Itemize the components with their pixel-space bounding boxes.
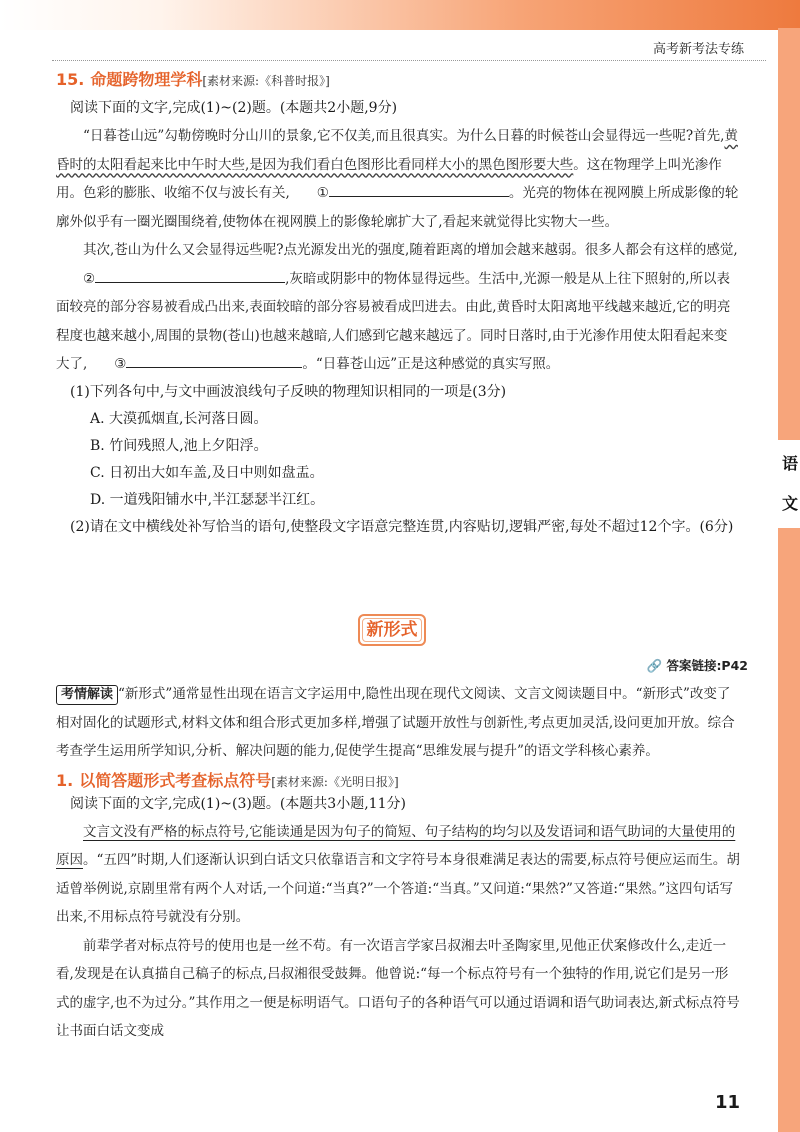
side-label-yu: 语 bbox=[782, 454, 799, 473]
side-tab-top bbox=[778, 28, 800, 440]
option-b[interactable]: B. 竹间残照人,池上夕阳浮。 bbox=[90, 437, 268, 454]
q1-paragraph-2: 前辈学者对标点符号的使用也是一丝不苟。有一次语言学家吕叔湘去叶圣陶家里,见他正伏案修改什么,走近一看,发现是在认真描自己稿子的标点,吕叔湘很受鼓舞。他曾说:“每一个标点符号有一个独特的作用,说它们是另一形式的虚字,也不为过分。”其作用之一便是标明语气。口语句子的各种语气可以通过语调和语气助词表达,新式标点符号让书面白话文变成 bbox=[56, 937, 740, 1039]
blank-1[interactable] bbox=[329, 179, 509, 197]
q15-heading bbox=[56, 66, 740, 95]
q15-source: [素材来源:《科普时报》] bbox=[202, 74, 330, 88]
q15-title: 15. 命题跨物理学科 bbox=[56, 70, 203, 89]
q15-sub-question-1: (1)下列各句中,与文中画波浪线句子反映的物理知识相同的一项是(3分) bbox=[70, 383, 507, 400]
option-a[interactable]: A. 大漠孤烟直,长河落日圆。 bbox=[90, 410, 268, 427]
blank-2-marker: ② bbox=[83, 270, 96, 287]
q1-instruction: 阅读下面的文字,完成(1)~(3)题。(本题共3小题,11分) bbox=[70, 795, 406, 812]
header-series-title: 高考新考法专练 bbox=[652, 42, 744, 57]
side-tab-bottom bbox=[778, 528, 800, 1132]
kaoqing-paragraph: 考情解读 “新形式”通常显性出现在语言文字运用中,隐性出现在现代文阅读、文言文阅读题目中。“新形式”改变了相对固化的试题形式,材料文体和组合形式更加多样,增强了试题开放性与创新性,考点更加灵活,设问更加开放。综合考查学生运用所学知识,分析、解决问题的能力,促使学生提高“思维发展与提升”的语文学科核心素养。 bbox=[56, 686, 735, 759]
header-divider bbox=[52, 60, 766, 61]
lower-section bbox=[56, 680, 740, 1046]
option-c[interactable]: C. 日初出大如车盖,及日中则如盘盂。 bbox=[90, 464, 324, 481]
blank-1-marker: ① bbox=[316, 185, 329, 201]
new-form-section-badge: 新形式 bbox=[358, 614, 426, 646]
q15-sub-question-2: (2)请在文中横线处补写恰当的语句,使整段文字语意完整连贯,内容贴切,逻辑严密,每处不超过12个字。(6分) bbox=[70, 518, 734, 535]
underlined-sentence: 文言文没有严格的标点符号,它能读通是因为句子的简短、句子结构的均匀以及发语词和语气助词的大量使用的原因 bbox=[56, 823, 736, 868]
q1-heading bbox=[56, 768, 740, 791]
page-number: 11 bbox=[714, 1092, 740, 1113]
question-15 bbox=[56, 66, 740, 541]
wavy-underlined-sentence: 黄昏时的太阳看起来比中午时大些,是因为我们看白色图形比看同样大小的黑色图形要大些 bbox=[56, 128, 738, 173]
q15-paragraph-2: 其次,苍山为什么又会显得远些呢?点光源发出光的强度,随着距离的增加会越来越弱。很多人都会有这样的感觉,② ,灰暗或阴影中的物体显得远些。生活中,光源一般是从上往下照射的,所以表面较亮的部分容易被看成凸出来,表面较暗的部分容易被看成凹进去。由此,黄昏时太阳离地平线越来越近,它的明亮程度也越来越小,周围的景物(苍山)也越来越暗,人们感到它越来越远了。同时日落时,由于光渗作用使太阳看起来变大了, ③ 。“日暮苍山远”正是这种感觉的真实写照。 bbox=[56, 236, 740, 379]
option-d[interactable]: D. 一道残阳铺水中,半江瑟瑟半江红。 bbox=[90, 491, 325, 508]
side-label-wen: 文 bbox=[782, 494, 799, 513]
answer-link[interactable]: 🔗 答案链接:P42 bbox=[646, 658, 748, 673]
q1-title: 1. 以简答题形式考查标点符号 bbox=[56, 770, 272, 790]
blank-2[interactable] bbox=[95, 265, 285, 283]
blank-3[interactable] bbox=[126, 350, 302, 368]
q15-instruction: 阅读下面的文字,完成(1)~(2)题。(本题共2小题,9分) bbox=[70, 100, 398, 116]
q15-paragraph-1: “日暮苍山远”勾勒傍晚时分山川的景象,它不仅美,而且很真实。为什么日暮的时候苍山会显得远一些呢?首先,黄昏时的太阳看起来比中午时大些,是因为我们看白色图形比看同样大小的黑色图形要大些。这在物理学上叫光渗作用。色彩的膨胀、收缩不仅与波长有关, ① 。光亮的物体在视网膜上所成影像的轮廓外似乎有一圈光圈围绕着,使物体在视网膜上的影像轮廓扩大了,看起来就觉得比实物大一些。 bbox=[56, 128, 739, 230]
blank-3-marker: ③ bbox=[114, 356, 127, 372]
q1-paragraph-1: 文言文没有严格的标点符号,它能读通是因为句子的简短、句子结构的均匀以及发语词和语气助词的大量使用的原因。“五四”时期,人们逐渐认识到白话文只依靠语言和文字符号本身很难满足表达的需要,标点符号便应运而生。胡适曾举例说,京剧里常有两个人对话,一个问道:“当真?”一个答道:“当真。”又问道:“果然?”又答道:“果然。”这四句话写出来,不用标点符号就没有分别。 bbox=[56, 823, 740, 925]
top-gradient-bar bbox=[0, 0, 800, 30]
q1-source: [素材来源:《光明日报》] bbox=[271, 774, 399, 789]
kaoqing-tag: 考情解读 bbox=[56, 685, 118, 705]
link-icon: 🔗 bbox=[646, 658, 663, 673]
